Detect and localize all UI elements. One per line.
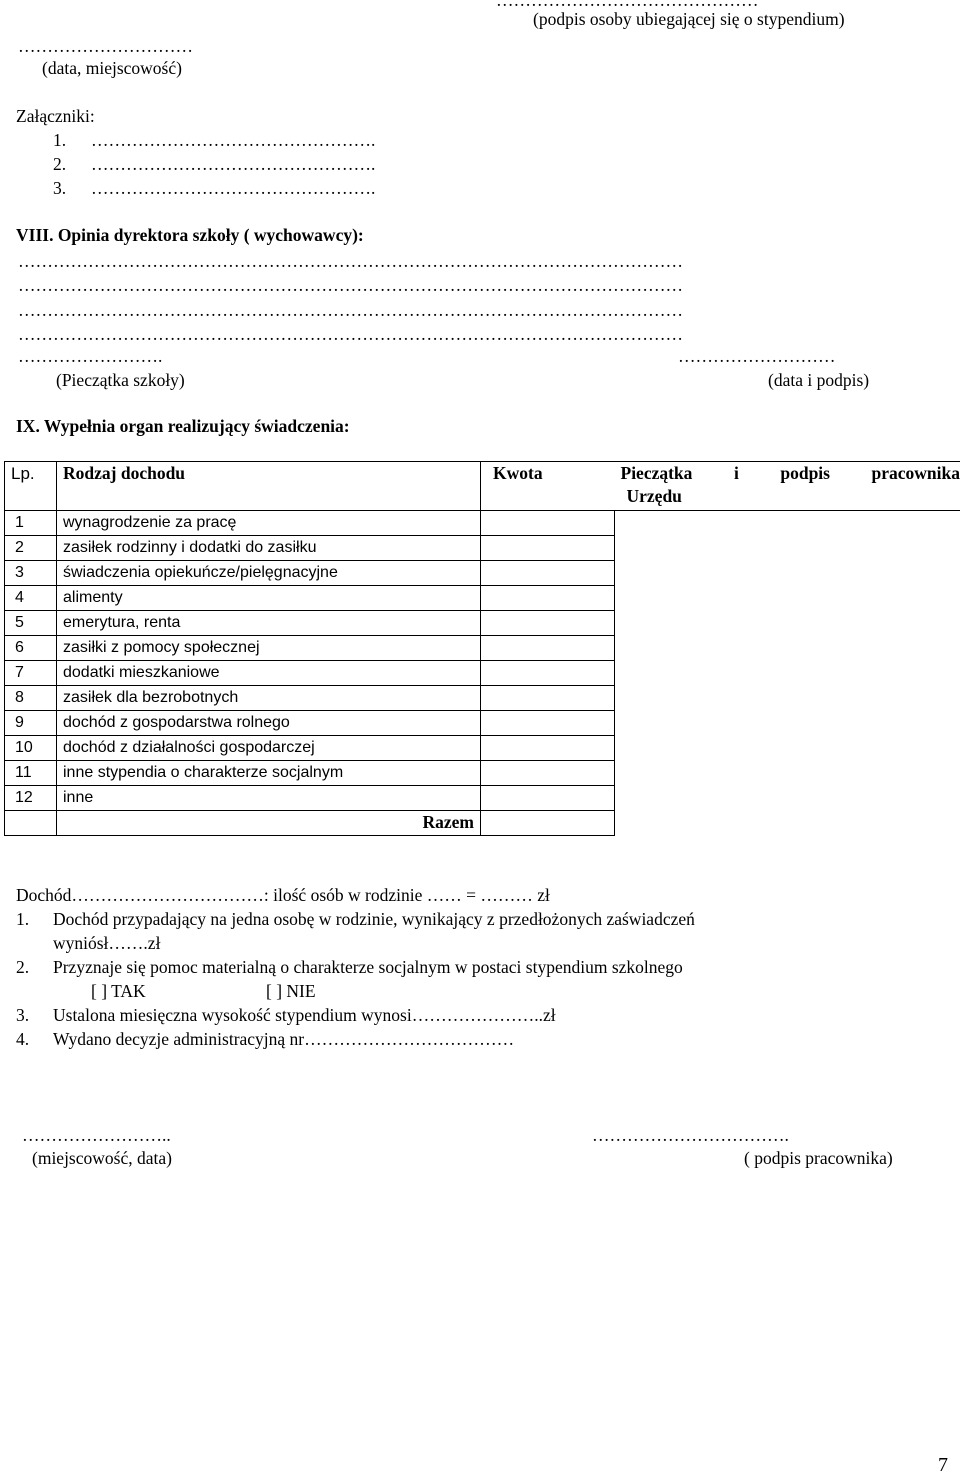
header-stamp-word-1: Pieczątka	[620, 463, 693, 483]
employee-signature-dots: …………………………….	[592, 1125, 789, 1145]
total-empty-cell	[5, 811, 57, 836]
income-item-2-text: Przyznaje się pomoc materialną o charakterze socjalnym w postaci stypendium szkolnego	[53, 957, 683, 977]
applicant-signature-caption: (podpis osoby ubiegającej się o stypendium)	[533, 9, 845, 29]
attachment-number-1: 1.	[53, 130, 67, 150]
total-amount	[481, 811, 615, 836]
header-stamp-word-4: pracownika	[871, 463, 960, 483]
row-number: 7	[5, 661, 57, 686]
row-number: 8	[5, 686, 57, 711]
row-amount	[481, 586, 615, 611]
row-income-type: emerytura, renta	[57, 611, 481, 636]
date-place-dots: …………………………	[18, 36, 193, 56]
row-number: 6	[5, 636, 57, 661]
row-amount	[481, 661, 615, 686]
applicant-signature-dots: ………………………………………	[496, 0, 759, 10]
row-amount	[481, 736, 615, 761]
attachments-title: Załączniki:	[16, 106, 95, 126]
header-stamp-word-3: podpis	[780, 463, 830, 483]
option-no-checkbox[interactable]: [ ] NIE	[266, 981, 316, 1001]
attachment-dots-2: ………………………………………….	[91, 154, 376, 174]
row-income-type: dochód z działalności gospodarczej	[57, 736, 481, 761]
row-number: 1	[5, 511, 57, 536]
row-number: 5	[5, 611, 57, 636]
row-income-type: inne stypendia o charakterze socjalnym	[57, 761, 481, 786]
header-stamp-word-5: Urzędu	[626, 486, 682, 506]
row-income-type: wynagrodzenie za pracę	[57, 511, 481, 536]
row-income-type: zasiłki z pomocy społecznej	[57, 636, 481, 661]
opinion-line-3: ……………………………………………………………………………………………………	[18, 300, 683, 320]
total-label: Razem	[57, 811, 481, 836]
header-income-type: Rodzaj dochodu	[57, 462, 481, 511]
row-amount	[481, 536, 615, 561]
row-amount	[481, 686, 615, 711]
section-9-title: IX. Wypełnia organ realizujący świadczenia:	[16, 416, 350, 436]
row-amount	[481, 636, 615, 661]
row-amount	[481, 711, 615, 736]
income-table	[4, 461, 960, 836]
row-income-type: świadczenia opiekuńcze/pielęgnacyjne	[57, 561, 481, 586]
school-stamp-dots: …………………….	[18, 346, 163, 366]
row-amount	[481, 511, 615, 536]
income-per-family-line: Dochód……………………………: ilość osób w rodzinie …… = ……… zł	[16, 885, 550, 905]
row-number: 3	[5, 561, 57, 586]
attachment-dots-3: ………………………………………….	[91, 178, 376, 198]
row-amount	[481, 786, 615, 811]
row-number: 11	[5, 761, 57, 786]
row-number: 4	[5, 586, 57, 611]
attachment-number-2: 2.	[53, 154, 67, 174]
table-row	[5, 511, 960, 536]
page-number: 7	[938, 1454, 948, 1476]
stamp-signature-cell	[615, 511, 960, 836]
income-table-header	[5, 462, 960, 511]
place-date-caption: (miejscowość, data)	[32, 1148, 172, 1168]
header-stamp-word-2: i	[733, 463, 739, 483]
income-item-2-number: 2.	[16, 957, 30, 977]
row-income-type: zasiłek rodzinny i dodatki do zasiłku	[57, 536, 481, 561]
row-number: 9	[5, 711, 57, 736]
date-place-caption: (data, miejscowość)	[42, 58, 182, 78]
income-item-4-text: Wydano decyzje administracyjną nr………………………………	[53, 1029, 515, 1049]
place-date-dots: ……………………..	[22, 1125, 171, 1145]
attachment-dots-1: ………………………………………….	[91, 130, 376, 150]
employee-signature-caption: ( podpis pracownika)	[744, 1148, 893, 1168]
row-income-type: alimenty	[57, 586, 481, 611]
income-item-4-number: 4.	[16, 1029, 30, 1049]
income-item-3-text: Ustalona miesięczna wysokość stypendium wynosi…………………..zł	[53, 1005, 556, 1025]
row-income-type: zasiłek dla bezrobotnych	[57, 686, 481, 711]
date-signature-caption: (data i podpis)	[768, 370, 870, 390]
option-yes-checkbox[interactable]: [ ] TAK	[91, 981, 146, 1001]
income-item-1-amount: wyniósł…….zł	[53, 933, 161, 953]
row-number: 12	[5, 786, 57, 811]
header-amount: Kwota	[481, 462, 615, 511]
row-number: 10	[5, 736, 57, 761]
opinion-line-1: ……………………………………………………………………………………………………	[18, 251, 683, 271]
opinion-line-2: ……………………………………………………………………………………………………	[18, 275, 683, 295]
row-number: 2	[5, 536, 57, 561]
school-stamp-caption: (Pieczątka szkoły)	[56, 370, 185, 390]
opinion-line-4: ……………………………………………………………………………………………………	[18, 324, 683, 344]
row-amount	[481, 561, 615, 586]
income-item-1-text: Dochód przypadający na jedna osobę w rodzinie, wynikający z przedłożonych zaświadczeń	[53, 909, 695, 929]
row-amount	[481, 611, 615, 636]
date-signature-dots: ………………………	[678, 346, 836, 366]
income-item-1-number: 1.	[16, 909, 30, 929]
row-income-type: inne	[57, 786, 481, 811]
row-income-type: dodatki mieszkaniowe	[57, 661, 481, 686]
income-item-3-number: 3.	[16, 1005, 30, 1025]
row-income-type: dochód z gospodarstwa rolnego	[57, 711, 481, 736]
header-stamp-signature	[615, 462, 960, 511]
header-lp: Lp.	[5, 462, 57, 511]
section-8-title: VIII. Opinia dyrektora szkoły ( wychowawcy):	[16, 225, 364, 245]
row-amount	[481, 761, 615, 786]
attachment-number-3: 3.	[53, 178, 67, 198]
